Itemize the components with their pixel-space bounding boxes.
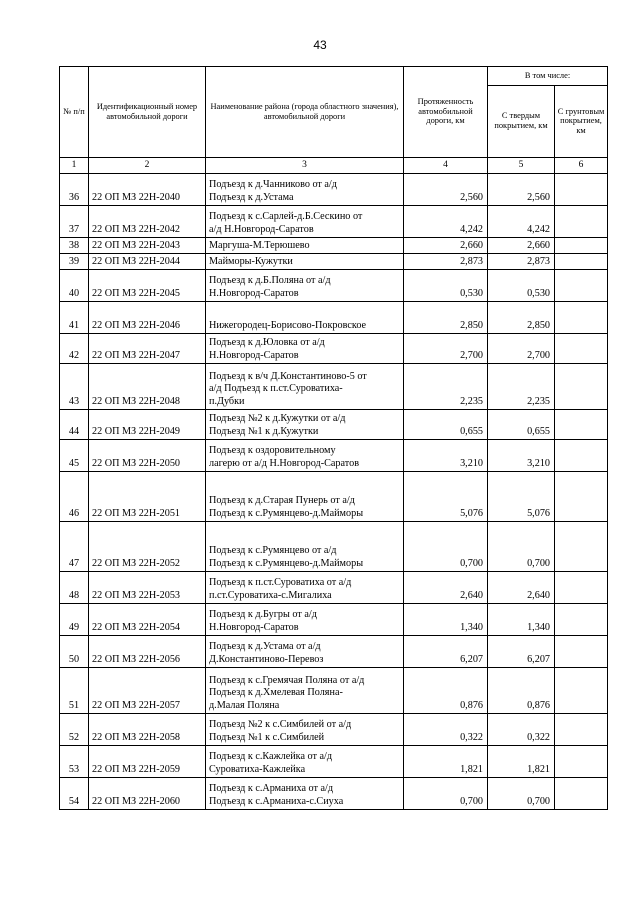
hard-surface-length: 1,340 bbox=[488, 604, 555, 636]
road-length: 2,873 bbox=[404, 254, 488, 270]
table-row bbox=[60, 410, 608, 440]
soft-surface-length bbox=[555, 604, 608, 636]
row-number: 52 bbox=[60, 714, 89, 746]
road-name bbox=[206, 604, 404, 636]
soft-surface-length bbox=[555, 778, 608, 810]
road-name bbox=[206, 522, 404, 572]
row-number: 43 bbox=[60, 364, 89, 410]
road-id: 22 ОП МЗ 22Н-2049 bbox=[89, 410, 206, 440]
road-name bbox=[206, 270, 404, 302]
road-name-line: Подъезд к с.Гремячая Поляна от а/д bbox=[209, 674, 365, 686]
road-id: 22 ОП МЗ 22Н-2048 bbox=[89, 364, 206, 410]
row-number: 51 bbox=[60, 668, 89, 714]
hard-surface-length: 0,876 bbox=[488, 668, 555, 714]
road-length: 2,700 bbox=[404, 334, 488, 364]
road-id: 22 ОП МЗ 22Н-2059 bbox=[89, 746, 206, 778]
road-name bbox=[206, 302, 404, 334]
table-row bbox=[60, 174, 608, 206]
header-length: Протяженность автомобильной дороги, км bbox=[404, 67, 488, 158]
road-name bbox=[206, 668, 404, 714]
road-id: 22 ОП МЗ 22Н-2040 bbox=[89, 174, 206, 206]
row-number: 37 bbox=[60, 206, 89, 238]
road-id: 22 ОП МЗ 22Н-2057 bbox=[89, 668, 206, 714]
column-number: 5 bbox=[488, 158, 555, 174]
road-name-line: Подъезд к п.ст.Суроватиха от а/д bbox=[209, 577, 352, 589]
road-length: 2,850 bbox=[404, 302, 488, 334]
road-name bbox=[206, 410, 404, 440]
road-id: 22 ОП МЗ 22Н-2051 bbox=[89, 472, 206, 522]
road-name-line: Подъезд к в/ч Д.Константиново-5 от bbox=[209, 370, 367, 382]
column-number: 1 bbox=[60, 158, 89, 174]
road-name-line: а/д Н.Новгород-Саратов bbox=[209, 223, 314, 235]
soft-surface-length bbox=[555, 206, 608, 238]
header-hard: С твердым покрытием, км bbox=[488, 86, 555, 158]
row-number: 41 bbox=[60, 302, 89, 334]
hard-surface-length: 2,560 bbox=[488, 174, 555, 206]
road-name-line: Подъезд к с.Арманиха от а/д bbox=[209, 783, 334, 795]
table-row bbox=[60, 572, 608, 604]
row-number: 47 bbox=[60, 522, 89, 572]
table-row bbox=[60, 302, 608, 334]
road-name bbox=[206, 572, 404, 604]
road-length: 6,207 bbox=[404, 636, 488, 668]
table-row bbox=[60, 668, 608, 714]
row-number: 44 bbox=[60, 410, 89, 440]
road-name bbox=[206, 174, 404, 206]
road-name-line: Подъезд к д.Бугры от а/д bbox=[209, 609, 317, 621]
table-row bbox=[60, 440, 608, 472]
soft-surface-length bbox=[555, 746, 608, 778]
row-number: 54 bbox=[60, 778, 89, 810]
table-row bbox=[60, 472, 608, 522]
road-id: 22 ОП МЗ 22Н-2050 bbox=[89, 440, 206, 472]
road-name-line: Н.Новгород-Саратов bbox=[209, 621, 299, 633]
hard-surface-length: 2,660 bbox=[488, 238, 555, 254]
road-length: 2,660 bbox=[404, 238, 488, 254]
table-row bbox=[60, 636, 608, 668]
road-name bbox=[206, 238, 404, 254]
road-name-line: Подъезд к д.Хмелевая Поляна- bbox=[209, 687, 343, 699]
road-name bbox=[206, 206, 404, 238]
soft-surface-length bbox=[555, 410, 608, 440]
row-number: 45 bbox=[60, 440, 89, 472]
road-length: 2,235 bbox=[404, 364, 488, 410]
road-length: 0,700 bbox=[404, 522, 488, 572]
column-number: 6 bbox=[555, 158, 608, 174]
hard-surface-length: 2,850 bbox=[488, 302, 555, 334]
road-name-line: Подъезд к д.Устама от а/д bbox=[209, 641, 321, 653]
column-number: 4 bbox=[404, 158, 488, 174]
hard-surface-length: 2,700 bbox=[488, 334, 555, 364]
row-number: 39 bbox=[60, 254, 89, 270]
road-name-line: Майморы-Кужутки bbox=[209, 255, 293, 267]
table-row bbox=[60, 206, 608, 238]
road-name-line: Подъезд к д.Устама bbox=[209, 191, 294, 203]
table-row bbox=[60, 604, 608, 636]
road-name-line: Подъезд №2 к д.Кужутки от а/д bbox=[209, 413, 346, 425]
soft-surface-length bbox=[555, 270, 608, 302]
road-length: 5,076 bbox=[404, 472, 488, 522]
road-name-line: Подъезд к с.Арманиха-с.Сиуха bbox=[209, 795, 344, 807]
road-name-line: Подъезд к с.Сарлей-д.Б.Сескино от bbox=[209, 211, 363, 223]
road-name-line: Подъезд к д.Старая Пунерь от а/д bbox=[209, 495, 355, 507]
row-number: 46 bbox=[60, 472, 89, 522]
road-length: 0,700 bbox=[404, 778, 488, 810]
road-name-line: лагерю от а/д Н.Новгород-Саратов bbox=[209, 457, 360, 469]
soft-surface-length bbox=[555, 440, 608, 472]
road-name-line: Подъезд к с.Румянцево от а/д bbox=[209, 545, 337, 557]
road-name-line: Подъезд к д.Б.Поляна от а/д bbox=[209, 275, 331, 287]
road-name bbox=[206, 472, 404, 522]
hard-surface-length: 2,235 bbox=[488, 364, 555, 410]
road-name-line: Н.Новгород-Саратов bbox=[209, 349, 299, 361]
road-name bbox=[206, 334, 404, 364]
road-name-line: Подъезд к с.Румянцево-д.Майморы bbox=[209, 557, 364, 569]
road-name-line: Суроватиха-Кажлейка bbox=[209, 763, 306, 775]
road-length: 1,340 bbox=[404, 604, 488, 636]
table-row bbox=[60, 746, 608, 778]
hard-surface-length: 0,655 bbox=[488, 410, 555, 440]
table-row bbox=[60, 778, 608, 810]
road-length: 0,530 bbox=[404, 270, 488, 302]
road-registry-table bbox=[59, 66, 608, 810]
table-row bbox=[60, 334, 608, 364]
column-number: 3 bbox=[206, 158, 404, 174]
header-name: Наименование района (города областного значения), автомобильной дороги bbox=[206, 67, 404, 158]
road-name-line: Подъезд к оздоровительному bbox=[209, 445, 336, 457]
table-row bbox=[60, 522, 608, 572]
road-name bbox=[206, 636, 404, 668]
hard-surface-length: 5,076 bbox=[488, 472, 555, 522]
soft-surface-length bbox=[555, 238, 608, 254]
soft-surface-length bbox=[555, 302, 608, 334]
soft-surface-length bbox=[555, 254, 608, 270]
road-name-line: п.ст.Суроватиха-с.Мигалиха bbox=[209, 589, 332, 601]
road-name-line: д.Малая Поляна bbox=[209, 699, 280, 711]
column-number: 2 bbox=[89, 158, 206, 174]
road-name-line: Подъезд №1 к д.Кужутки bbox=[209, 425, 319, 437]
soft-surface-length bbox=[555, 364, 608, 410]
hard-surface-length: 6,207 bbox=[488, 636, 555, 668]
soft-surface-length bbox=[555, 572, 608, 604]
row-number: 50 bbox=[60, 636, 89, 668]
hard-surface-length: 1,821 bbox=[488, 746, 555, 778]
table-body bbox=[60, 174, 608, 810]
header-no: № п/п bbox=[60, 67, 89, 158]
hard-surface-length: 2,640 bbox=[488, 572, 555, 604]
hard-surface-length: 0,700 bbox=[488, 778, 555, 810]
page-number: 43 bbox=[313, 38, 327, 52]
header-id: Идентификационный номер автомобильной дороги bbox=[89, 67, 206, 158]
soft-surface-length bbox=[555, 472, 608, 522]
road-name bbox=[206, 440, 404, 472]
road-id: 22 ОП МЗ 22Н-2056 bbox=[89, 636, 206, 668]
road-id: 22 ОП МЗ 22Н-2053 bbox=[89, 572, 206, 604]
road-name bbox=[206, 364, 404, 410]
table-header bbox=[60, 67, 608, 174]
table-row bbox=[60, 254, 608, 270]
road-name-line: Нижегородец-Борисово-Покровское bbox=[209, 319, 367, 331]
road-length: 0,655 bbox=[404, 410, 488, 440]
row-number: 40 bbox=[60, 270, 89, 302]
road-name-line: Подъезд №2 к с.Симбилей от а/д bbox=[209, 719, 352, 731]
road-id: 22 ОП МЗ 22Н-2044 bbox=[89, 254, 206, 270]
table-row bbox=[60, 714, 608, 746]
table-row bbox=[60, 364, 608, 410]
road-name-line: Подъезд к с.Румянцево-д.Майморы bbox=[209, 507, 364, 519]
road-name-line: Д.Константиново-Перевоз bbox=[209, 653, 324, 665]
road-id: 22 ОП МЗ 22Н-2058 bbox=[89, 714, 206, 746]
soft-surface-length bbox=[555, 636, 608, 668]
road-name-line: Подъезд к д.Чанниково от а/д bbox=[209, 179, 337, 191]
row-number: 42 bbox=[60, 334, 89, 364]
soft-surface-length bbox=[555, 522, 608, 572]
road-name-line: Н.Новгород-Саратов bbox=[209, 287, 299, 299]
road-name-line: Подъезд к д.Юловка от а/д bbox=[209, 337, 325, 349]
soft-surface-length bbox=[555, 334, 608, 364]
header-including: В том числе: bbox=[488, 67, 608, 86]
row-number: 48 bbox=[60, 572, 89, 604]
table-row bbox=[60, 238, 608, 254]
hard-surface-length: 2,873 bbox=[488, 254, 555, 270]
road-name-line: Подъезд к с.Кажлейка от а/д bbox=[209, 751, 333, 763]
road-id: 22 ОП МЗ 22Н-2060 bbox=[89, 778, 206, 810]
row-number: 36 bbox=[60, 174, 89, 206]
road-length: 4,242 bbox=[404, 206, 488, 238]
road-name bbox=[206, 746, 404, 778]
road-id: 22 ОП МЗ 22Н-2045 bbox=[89, 270, 206, 302]
hard-surface-length: 0,700 bbox=[488, 522, 555, 572]
road-id: 22 ОП МЗ 22Н-2052 bbox=[89, 522, 206, 572]
row-number: 38 bbox=[60, 238, 89, 254]
road-length: 1,821 bbox=[404, 746, 488, 778]
road-name-line: Маргуша-М.Терюшево bbox=[209, 239, 310, 251]
column-number-row bbox=[60, 158, 608, 174]
road-length: 2,560 bbox=[404, 174, 488, 206]
road-name-line: Подъезд №1 к с.Симбилей bbox=[209, 731, 325, 743]
header-soft: С грунтовым покрытием, км bbox=[555, 86, 608, 158]
road-name bbox=[206, 714, 404, 746]
road-length: 0,876 bbox=[404, 668, 488, 714]
road-id: 22 ОП МЗ 22Н-2046 bbox=[89, 302, 206, 334]
hard-surface-length: 0,530 bbox=[488, 270, 555, 302]
hard-surface-length: 3,210 bbox=[488, 440, 555, 472]
row-number: 49 bbox=[60, 604, 89, 636]
road-length: 2,640 bbox=[404, 572, 488, 604]
road-length: 0,322 bbox=[404, 714, 488, 746]
road-id: 22 ОП МЗ 22Н-2042 bbox=[89, 206, 206, 238]
road-id: 22 ОП МЗ 22Н-2054 bbox=[89, 604, 206, 636]
road-id: 22 ОП МЗ 22Н-2043 bbox=[89, 238, 206, 254]
soft-surface-length bbox=[555, 174, 608, 206]
road-name-line: а/д Подъезд к п.ст.Суроватиха- bbox=[209, 383, 343, 395]
road-name bbox=[206, 254, 404, 270]
road-length: 3,210 bbox=[404, 440, 488, 472]
table-row bbox=[60, 270, 608, 302]
row-number: 53 bbox=[60, 746, 89, 778]
hard-surface-length: 0,322 bbox=[488, 714, 555, 746]
road-name bbox=[206, 778, 404, 810]
road-id: 22 ОП МЗ 22Н-2047 bbox=[89, 334, 206, 364]
soft-surface-length bbox=[555, 714, 608, 746]
soft-surface-length bbox=[555, 668, 608, 714]
road-name-line: п.Дубки bbox=[209, 395, 245, 407]
hard-surface-length: 4,242 bbox=[488, 206, 555, 238]
